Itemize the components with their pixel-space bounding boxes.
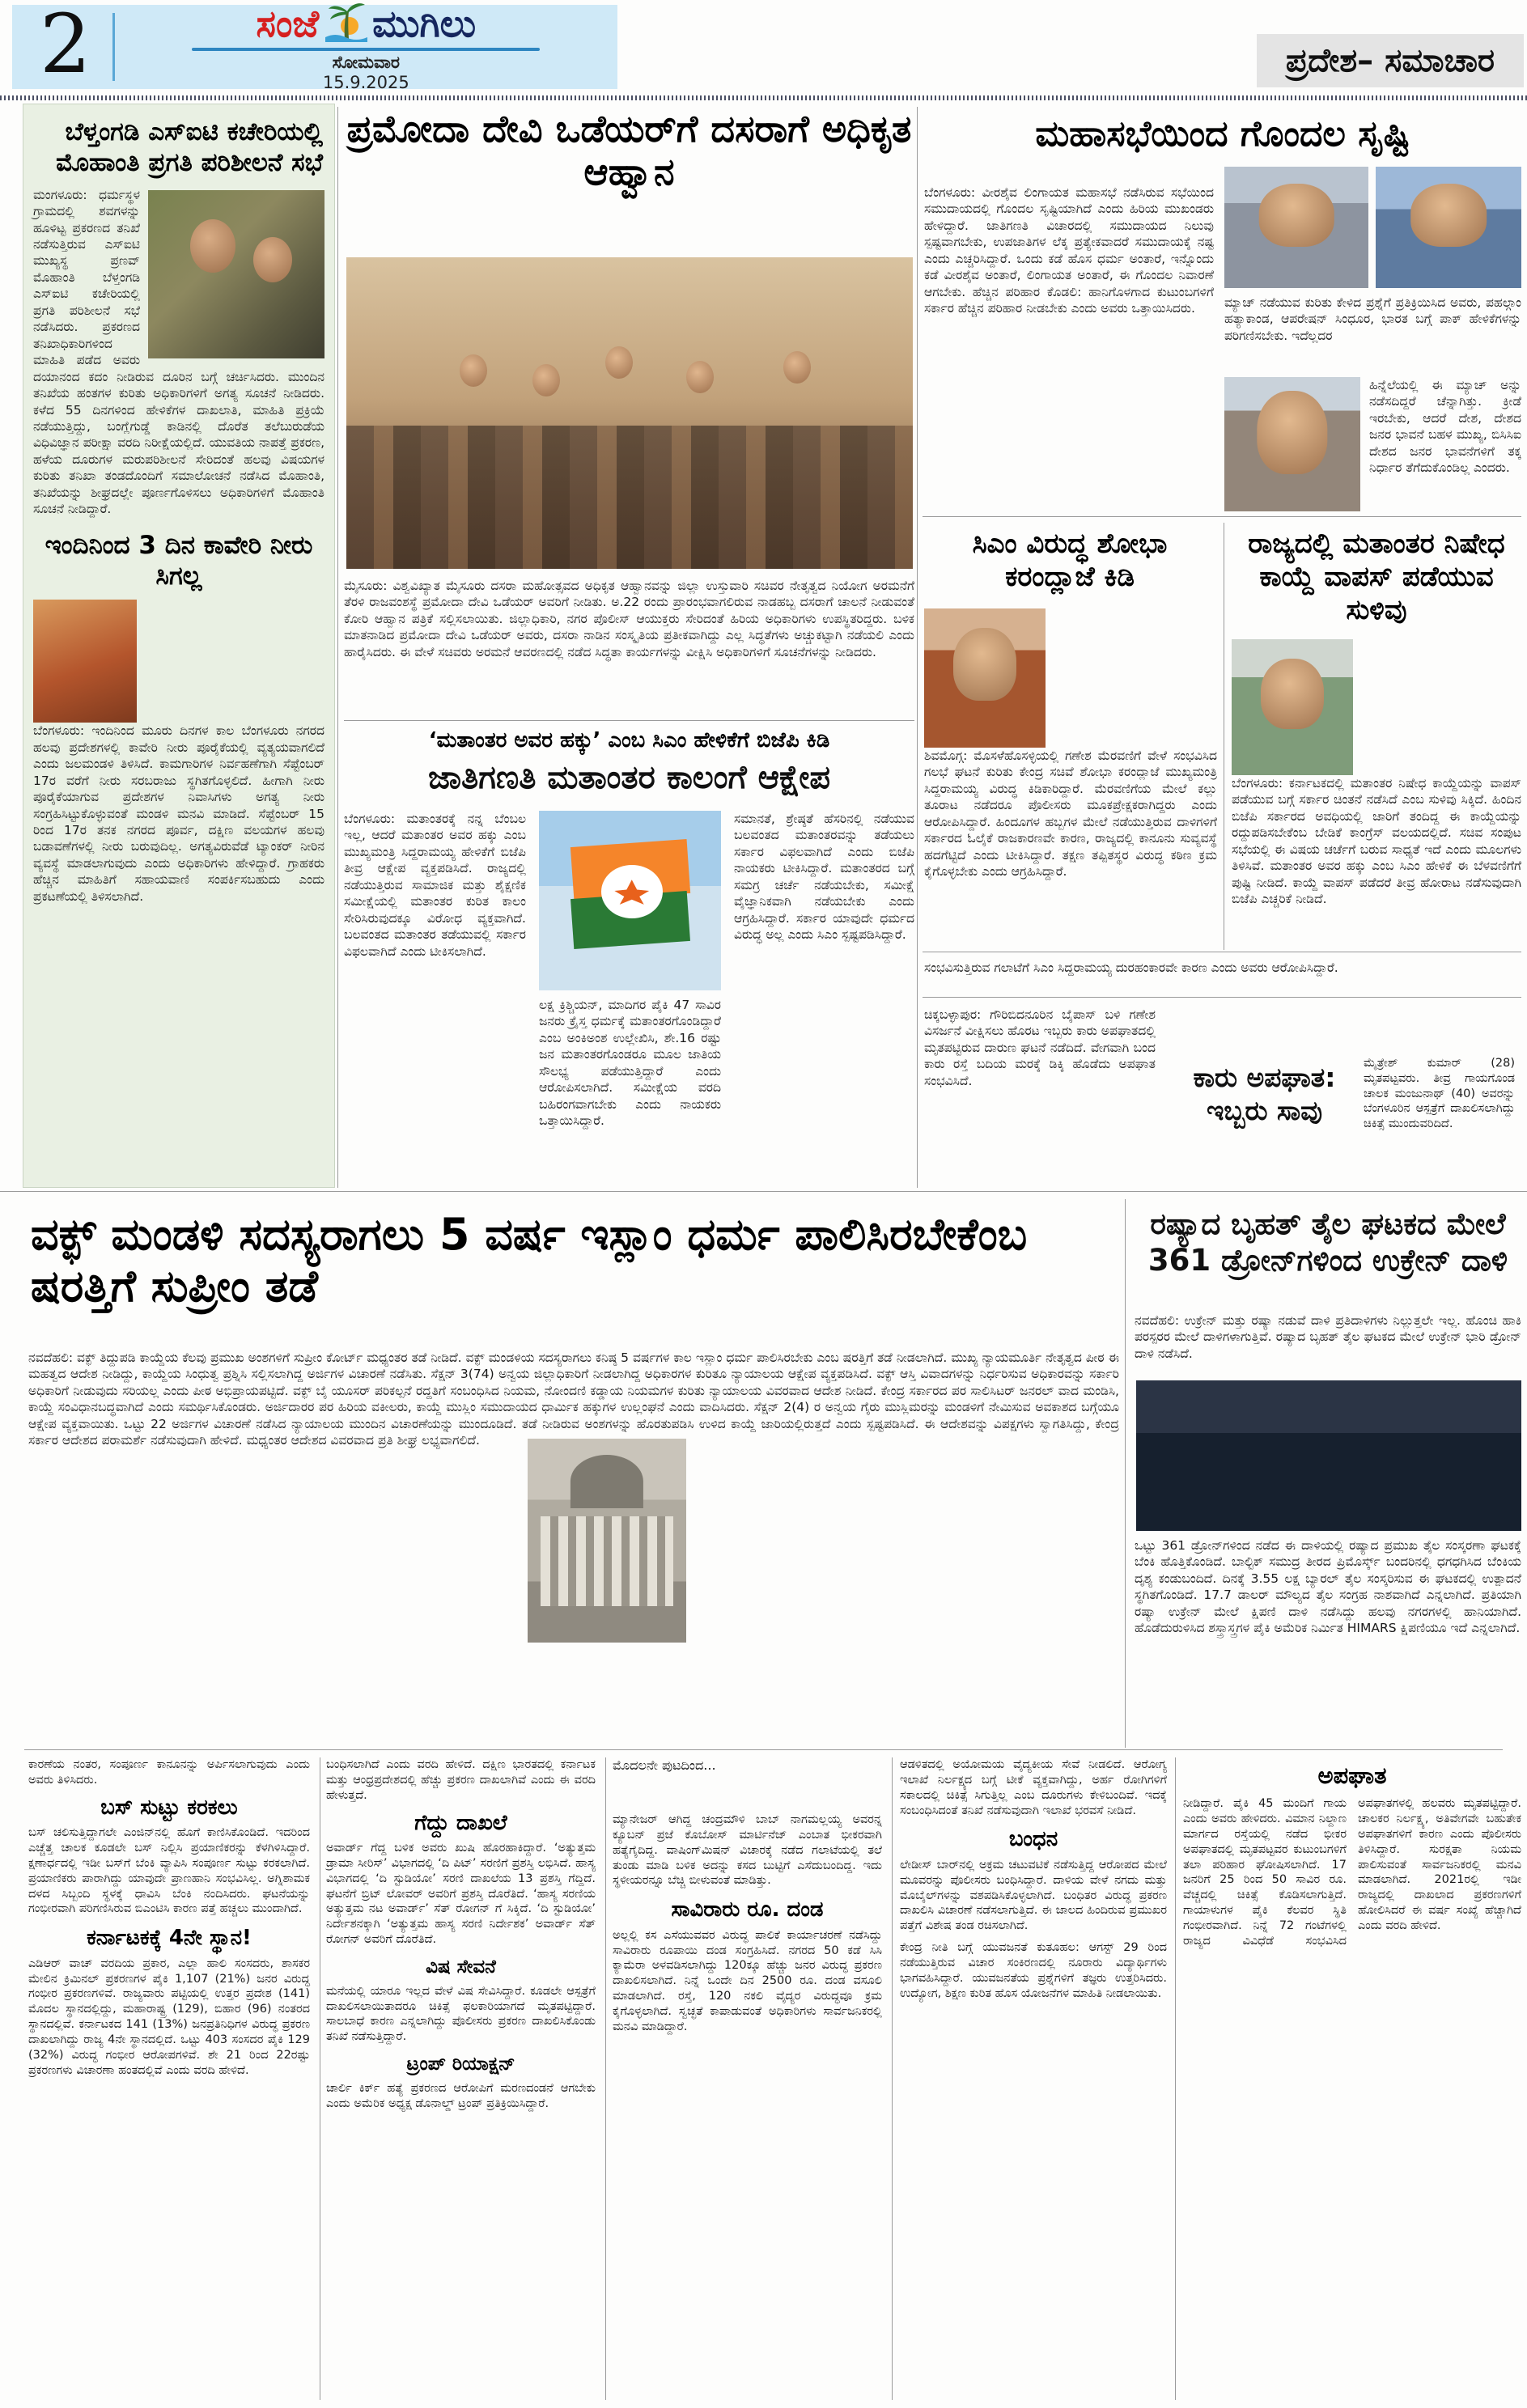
mahasabha-body-left: ಬೆಂಗಳೂರು: ವೀರಶೈವ ಲಿಂಗಾಯತ ಮಹಾಸಭೆ ನಡೆಸಿರುವ ಸಭೆಯಿಂದ ಸಮುದಾಯದಲ್ಲಿ ಗೊಂದಲ ಸೃಷ್ಟಿಯಾಗಿದೆ ಎಂದು ಹಿರಿಯ ಮುಖಂಡರು ಹೇಳಿದ್ದಾರೆ. ಜಾತಿಗಣತಿ ವಿಚಾರದಲ್ಲಿ ಸಮುದಾಯದ ನಿಲುವು ಸ್ಪಷ್ಟವಾಗಬೇಕು, ಉಪಜಾತಿಗಳ ಲೆಕ್ಕ ಪ್ರತ್ಯೇಕವಾದರೆ ಸಮುದಾಯಕ್ಕೆ ನಷ್ಟ ಎಂದು ಎಚ್ಚರಿಸಿದ್ದಾರೆ. ಒಂದು ಕಡೆ ಹೊಸ ಧರ್ಮ ಅಂತಾರೆ, ಇನ್ನೊಂದು ಕಡೆ ವೀರಶೈವ ಅಂತಾರೆ, ಲಿಂಗಾಯತ ಅಂತಾರೆ, ಈ ಗೊಂದಲ ನಿವಾರಣೆ ಆಗಬೇಕು. ಹೆಚ್ಚಿನ ಪರಿಹಾರ ಕೊಡಲಿ: ಹಾನಿಗೊಳಗಾದ ಕುಟುಂಬಗಳಿಗೆ ಸರ್ಕಾರ ಹೆಚ್ಚಿನ ಪರಿಹಾರ ನೀಡಬೇಕು ಎಂದು ಅವರು ಒತ್ತಾಯಿಸಿದರು.	[924, 185, 1214, 316]
section-rule	[24, 1749, 1503, 1750]
poison-body: ಮನೆಯಲ್ಲಿ ಯಾರೂ ಇಲ್ಲದ ವೇಳೆ ವಿಷ ಸೇವಿಸಿದ್ದಾರೆ. ಕೂಡಲೇ ಆಸ್ಪತ್ರೆಗೆ ದಾಖಲಿಸಲಾಯಿತಾದರೂ ಚಿಕಿತ್ಸೆ ಫಲಕಾರಿಯಾಗದೆ ಮೃತಪಟ್ಟಿದ್ದಾರೆ. ಸಾಲಬಾಧೆ ಕಾರಣ ಎನ್ನಲಾಗಿದ್ದು ಪೊಲೀಸರು ಪ್ರಕರಣ ದಾಖಲಿಸಿಕೊಂಡು ತನಿಖೆ ನಡೆಸುತ್ತಿದ್ದಾರೆ.	[326, 1984, 596, 2044]
shobha-headline: ಸಿಎಂ ವಿರುದ್ಧ ಶೋಭಾ ಕರಂದ್ಲಾಜೆ ಕಿಡಿ	[972, 528, 1168, 593]
conversion-kicker: ‘ಮತಾಂತರ ಅವರ ಹಕ್ಕು’ ಎಂಬ ಸಿಎಂ ಹೇಳಿಕೆಗೆ ಬಿಜೆಪಿ ಕಿಡಿ	[428, 728, 830, 752]
mahasabha-bold-lead: ಹೆಚ್ಚಿನ ಪರಿಹಾರ ಕೊಡಲಿ:	[972, 284, 1082, 299]
car-accident-box	[1165, 1003, 1523, 1185]
russia-headline: ರಷ್ಯಾದ ಬೃಹತ್ ತೈಲ ಘಟಕದ ಮೇಲೆ 361 ಡ್ರೋನ್‌ಗಳಿಂದ ಉಕ್ರೇನ್ ದಾಳಿ	[1147, 1206, 1508, 1278]
palm-tree-sun-icon	[322, 2, 369, 47]
bottom-col-1	[28, 1757, 310, 2079]
mahasabha-body-right: ಹಿನ್ನೆಲೆಯಲ್ಲಿ ಈ ಮ್ಯಾಚ್ ಅನ್ನು ನಡೆಸದಿದ್ದರೆ ಚೆನ್ನಾಗಿತ್ತು. ಕ್ರೀಡೆ ಇರಬೇಕು, ಆದರೆ ದೇಶ, ದೇಶದ ಜನರ ಭಾವನೆ ಬಹಳ ಮುಖ್ಯ, ಬಿಸಿಸಿಐ ದೇಶದ ಜನರ ಭಾವನೆಗಳಿಗೆ ತಕ್ಕ ನಿರ್ಧಾರ ತೆಗೆದುಕೊಂಡಿಲ್ಲ ಎಂದರು.	[1369, 378, 1521, 476]
arrest-body: ಲೇಡೀಸ್ ಬಾರ್‌ನಲ್ಲಿ ಅಕ್ರಮ ಚಟುವಟಿಕೆ ನಡೆಸುತ್ತಿದ್ದ ಆರೋಪದ ಮೇಲೆ ಮೂವರನ್ನು ಪೊಲೀಸರು ಬಂಧಿಸಿದ್ದಾರೆ. ದಾಳಿಯ ವೇಳೆ ನಗದು ಮತ್ತು ಮೊಬೈಲ್‌ಗಳನ್ನು ವಶಪಡಿಸಿಕೊಳ್ಳಲಾಗಿದೆ. ಬಂಧಿತರ ವಿರುದ್ಧ ಪ್ರಕರಣ ದಾಖಲಿಸಿ ವಿಚಾರಣೆ ನಡೆಸಲಾಗುತ್ತಿದೆ. ಈ ಜಾಲದ ಹಿಂದಿರುವ ಪ್ರಮುಖರ ಪತ್ತೆಗೆ ವಿಶೇಷ ತಂಡ ರಚಿಸಲಾಗಿದೆ.	[900, 1858, 1167, 1933]
car-accident-heading: ಕಾರು ಅಪಘಾತ: ಇಬ್ಬರು ಸಾವು	[1193, 1061, 1336, 1126]
arrest-heading: ಬಂಧನ	[1008, 1827, 1058, 1852]
sit-body: ಮಂಗಳೂರು: ಧರ್ಮಸ್ಥಳ ಗ್ರಾಮದಲ್ಲಿ ಶವಗಳನ್ನು ಹೂಳಿಟ್ಟ ಪ್ರಕರಣದ ತನಿಖೆ ನಡೆಸುತ್ತಿರುವ ಎಸ್‌ಐಟಿ ಮುಖ್ಯಸ್ಥ ಪ್ರಣವ್ ಮೊಹಾಂತಿ ಬೆಳ್ತಂಗಡಿ ಎಸ್‌ಐಟಿ ಕಚೇರಿಯಲ್ಲಿ ಪ್ರಗತಿ ಪರಿಶೀಲನೆ ಸಭೆ ನಡೆಸಿದರು. ಪ್ರಕರಣದ ತನಿಖಾಧಿಕಾರಿಗಳಿಂದ ಮಾಹಿತಿ ಪಡೆದ ಅವರು ದಯಾನಂದ ಕದಂ ನೀಡಿರುವ ದೂರಿನ ಬಗ್ಗೆ ಚರ್ಚಿಸಿದರು. ಮುಂದಿನ ತನಿಖೆಯ ಹಂತಗಳ ಕುರಿತು ಅಧಿಕಾರಿಗಳಿಗೆ ಅಗತ್ಯ ಸೂಚನೆ ನೀಡಿದರು. ಕಳೆದ 55 ದಿನಗಳಿಂದ ಹೇಳಿಕೆಗಳ ದಾಖಲಾತಿ, ಮಾಹಿತಿ ಪ್ರಕ್ರಿಯೆ ನಡೆಯುತ್ತಿದ್ದು, ಬಂಗ್ಲೆಗುಡ್ಡೆ ಕಾಡಿನಲ್ಲಿ ದೊರೆತ ತಲೆಬುರುಡೆಯ ವಿಧಿವಿಜ್ಞಾನ ಪರೀಕ್ಷಾ ವರದಿ ನಿರೀಕ್ಷೆಯಲ್ಲಿದೆ. ಯುವತಿಯ ನಾಪತ್ತೆ ಪ್ರಕರಣ, ಹಳೆಯ ದೂರುಗಳ ಮರುಪರಿಶೀಲನೆ ಸೇರಿದಂತೆ ಹಲವು ವಿಷಯಗಳ ಕುರಿತು ತನಿಖಾ ತಂಡದೊಂದಿಗೆ ಸಮಾಲೋಚನೆ ನಡೆಸಿದ ಮೊಹಾಂತಿ, ತನಿಖೆಯನ್ನು ಶೀಘ್ರದಲ್ಲೇ ಪೂರ್ಣಗೊಳಿಸಲು ಅಧಿಕಾರಿಗಳಿಗೆ ಮೊಹಾಂತಿ ಸೂಚನೆ ನೀಡಿದ್ದಾರೆ.	[33, 187, 324, 517]
conversion-body-col3: ಸಮಾನತೆ, ಶ್ರೇಷ್ಠತೆ ಹೆಸರಿನಲ್ಲಿ ನಡೆಯುವ ಬಲವಂತದ ಮತಾಂತರವನ್ನು ತಡೆಯಲು ಸರ್ಕಾರ ವಿಫಲವಾಗಿದೆ ಎಂದು ಬಿಜೆಪಿ ನಾಯಕರು ಟೀಕಿಸಿದ್ದಾರೆ. ಮತಾಂತರದ ಬಗ್ಗೆ ಸಮಗ್ರ ಚರ್ಚೆ ನಡೆಯಬೇಕು, ಸಮೀಕ್ಷೆ ವೈಜ್ಞಾನಿಕವಾಗಿ ನಡೆಯಬೇಕು ಎಂದು ಆಗ್ರಹಿಸಿದ್ದಾರೆ. ಸರ್ಕಾರ ಯಾವುದೇ ಧರ್ಮದ ವಿರುದ್ಧ ಅಲ್ಲ ಎಂದು ಸಿಎಂ ಸ್ಪಷ್ಟಪಡಿಸಿದ್ದಾರೆ.	[734, 812, 914, 943]
article-rule	[344, 720, 914, 721]
page-number: 2	[40, 0, 91, 91]
dasara-body: ಮೈಸೂರು: ವಿಶ್ವವಿಖ್ಯಾತ ಮೈಸೂರು ದಸರಾ ಮಹೋತ್ಸವದ ಅಧಿಕೃತ ಆಹ್ವಾನವನ್ನು ಜಿಲ್ಲಾ ಉಸ್ತುವಾರಿ ಸಚಿವರ ನೇತೃತ್ವದ ನಿಯೋಗ ಅರಮನೆಗೆ ತೆರಳಿ ರಾಜವಂಶಸ್ಥೆ ಪ್ರಮೋದಾ ದೇವಿ ಒಡೆಯರ್ ಅವರಿಗೆ ನೀಡಿತು. ಅ.22 ರಂದು ಪ್ರಾರಂಭವಾಗಲಿರುವ ನಾಡಹಬ್ಬ ದಸರಾಗೆ ಚಾಲನೆ ನೀಡುವಂತೆ ಕೋರಿ ಆಹ್ವಾನ ಪತ್ರಿಕೆ ಸಲ್ಲಿಸಲಾಯಿತು. ಜಿಲ್ಲಾಧಿಕಾರಿ, ನಗರ ಪೊಲೀಸ್ ಆಯುಕ್ತರು ಸೇರಿದಂತೆ ಹಿರಿಯ ಅಧಿಕಾರಿಗಳು ಉಪಸ್ಥಿತರಿದ್ದರು. ಬಳಿಕ ಮಾತನಾಡಿದ ಪ್ರಮೋದಾ ದೇವಿ ಒಡೆಯರ್ ಅವರು, ದಸರಾ ನಾಡಿನ ಸಂಸ್ಕೃತಿಯ ಪ್ರತೀಕವಾಗಿದ್ದು ಎಲ್ಲ ಸಿದ್ಧತೆಗಳು ಅಚ್ಚುಕಟ್ಟಾಗಿ ನಡೆಯಲಿ ಎಂದು ಹಾರೈಸಿದರು. ಈ ವೇಳೆ ಸಚಿವರು ಅರಮನೆ ಆವರಣದಲ್ಲಿ ನಡೆದ ಸಿದ್ಧತಾ ಕಾರ್ಯಗಳನ್ನು ವೀಕ್ಷಿಸಿ ಅಧಿಕಾರಿಗಳಿಗೆ ಸೂಚನೆಗಳನ್ನು ನೀಡಿದರು.	[344, 579, 914, 659]
column-rule	[1175, 1757, 1176, 2400]
section-header-label: ಪ್ರದೇಶ– ಸಮಾಚಾರ	[1285, 42, 1495, 79]
police-officer-photo	[148, 190, 324, 358]
supreme-court-photo	[528, 1439, 686, 1643]
shobha-body: ಶಿವಮೊಗ್ಗ: ಮೊಸಳೆಹೊಸಳ್ಳಿಯಲ್ಲಿ ಗಣೇಶ ಮೆರವಣಿಗೆ ವೇಳೆ ಸಂಭವಿಸಿದ ಗಲಭೆ ಘಟನೆ ಕುರಿತು ಕೇಂದ್ರ ಸಚಿವೆ ಶೋಭಾ ಕರಂದ್ಲಾಜೆ ಮುಖ್ಯಮಂತ್ರಿ ಸಿದ್ದರಾಮಯ್ಯ ವಿರುದ್ಧ ಕಿಡಿಕಾರಿದ್ದಾರೆ. ಮೆರವಣಿಗೆಯ ಮೇಲೆ ಕಲ್ಲು ತೂರಾಟ ನಡೆದರೂ ಪೊಲೀಸರು ಮೂಕಪ್ರೇಕ್ಷಕರಾಗಿದ್ದರು ಎಂದು ಆರೋಪಿಸಿದ್ದಾರೆ. ಹಿಂದೂಗಳ ಹಬ್ಬಗಳ ಮೇಲೆ ನಡೆಯುತ್ತಿರುವ ದಾಳಿಗಳಿಗೆ ಸರ್ಕಾರದ ಓಲೈಕೆ ರಾಜಕಾರಣವೇ ಕಾರಣ, ರಾಜ್ಯದಲ್ಲಿ ಕಾನೂನು ಸುವ್ಯವಸ್ಥೆ ಹದಗೆಟ್ಟಿದೆ ಎಂದು ಟೀಕಿಸಿದ್ದಾರೆ. ತಕ್ಷಣ ತಪ್ಪಿತಸ್ಥರ ವಿರುದ್ಧ ಕಠಿಣ ಕ್ರಮ ಕೈಗೊಳ್ಳಬೇಕು ಎಂದು ಆಗ್ರಹಿಸಿದ್ದಾರೆ.	[924, 608, 1217, 944]
russia-intro: ನವದೆಹಲಿ: ಉಕ್ರೇನ್ ಮತ್ತು ರಷ್ಯಾ ನಡುವೆ ದಾಳಿ ಪ್ರತಿದಾಳಿಗಳು ನಿಲ್ಲುತ್ತಲೇ ಇಲ್ಲ. ಹೊಂಚಿ ಹಾಕಿ ಪರಸ್ಪರರ ಮೇಲೆ ದಾಳಿಗಳಾಗುತ್ತಿವೆ. ರಷ್ಯಾದ ಬೃಹತ್ ತೈಲ ಘಟಕದ ಮೇಲೆ ಉಕ್ರೇನ್ ಭಾರಿ ಡ್ರೋನ್ ದಾಳಿ ನಡೆಸಿದೆ.	[1135, 1313, 1521, 1361]
from-front-page-banner: ಮೊದಲನೇ ಪುಟದಿಂದ...	[613, 1757, 716, 1773]
bus-fire-heading: ಬಸ್ ಸುಟ್ಟು ಕರಕಲು	[100, 1795, 238, 1820]
section-header	[1257, 34, 1524, 87]
c4-more: ಕೇಂದ್ರ ನೀತಿ ಬಗ್ಗೆ ಯುವಜನತೆ ಕುತೂಹಲ: ಆಗಸ್ಟ್ 29 ರಿಂದ ನಡೆಯುತ್ತಿರುವ ವಿಚಾರ ಸಂಕಿರಣದಲ್ಲಿ ನೂರಾರು ವಿದ್ಯಾರ್ಥಿಗಳು ಭಾಗವಹಿಸಿದ್ದಾರೆ. ಯುವಜನತೆಯ ಪ್ರಶ್ನೆಗಳಿಗೆ ತಜ್ಞರು ಉತ್ತರಿಸಿದರು. ಉದ್ಯೋಗ, ಶಿಕ್ಷಣ ಕುರಿತ ಹೊಸ ಯೋಜನೆಗಳ ಮಾಹಿತಿ ನೀಡಲಾಯಿತು.	[900, 1941, 1167, 2000]
left-column-panel	[23, 104, 335, 1188]
dasara-headline: ಪ್ರಮೋದಾ ದೇವಿ ಒಡೆಯರ್‌ಗೆ ದಸರಾಗೆ ಅಧಿಕೃತ ಆಹ್ವಾನ	[346, 107, 912, 194]
accident-body: ನೀಡಿದ್ದಾರೆ. ಪೈಕಿ 45 ಮಂದಿಗೆ ಗಾಯ ಎಂದು ಅವರು ಹೇಳಿದರು. ವಿಮಾನ ನಿಲ್ದಾಣ ಮಾರ್ಗದ ರಸ್ತೆಯಲ್ಲಿ ನಡೆದ ಭೀಕರ ಅಪಘಾತದಲ್ಲಿ ಮೃತಪಟ್ಟವರ ಕುಟುಂಬಗಳಿಗೆ ತಲಾ ಪರಿಹಾರ ಘೋಷಿಸಲಾಗಿದೆ. 17 ಜನರಿಗೆ 25 ರಿಂದ 50 ಸಾವಿರ ರೂ. ವೆಚ್ಚದಲ್ಲಿ ಚಿಕಿತ್ಸೆ ಕೊಡಿಸಲಾಗುತ್ತಿದೆ. ಗಾಯಾಳುಗಳ ಪೈಕಿ ಕೆಲವರ ಸ್ಥಿತಿ ಗಂಭೀರವಾಗಿದೆ. ನಿನ್ನೆ 72 ಗಂಟೆಗಳಲ್ಲಿ ರಾಜ್ಯದ ವಿವಿಧೆಡೆ ಸಂಭವಿಸಿದ ಅಪಘಾತಗಳಲ್ಲಿ ಹಲವರು ಮೃತಪಟ್ಟಿದ್ದಾರೆ. ಚಾಲಕರ ನಿರ್ಲಕ್ಷ್ಯ, ಅತಿವೇಗವೇ ಬಹುತೇಕ ಅಪಘಾತಗಳಿಗೆ ಕಾರಣ ಎಂದು ಪೊಲೀಸರು ತಿಳಿಸಿದ್ದಾರೆ. ಸುರಕ್ಷತಾ ನಿಯಮ ಪಾಲಿಸುವಂತೆ ಸಾರ್ವಜನಿಕರಲ್ಲಿ ಮನವಿ ಮಾಡಲಾಗಿದೆ. 2021ರಲ್ಲಿ ಇಡೀ ರಾಜ್ಯದಲ್ಲಿ ದಾಖಲಾದ ಪ್ರಕರಣಗಳಿಗೆ ಹೋಲಿಸಿದರೆ ಈ ವರ್ಷ ಸಂಖ್ಯೆ ಹೆಚ್ಚಾಗಿದೆ ಎಂದು ವರದಿ ಹೇಳಿದೆ.	[1183, 1797, 1521, 1948]
conversion-body-col2-text: ಲಕ್ಷ ಕ್ರಿಶ್ಚಿಯನ್, ಮಾದಿಗರ ಪೈಕಿ 47 ಸಾವಿರ ಜನರು ಕ್ರೈಸ್ತ ಧರ್ಮಕ್ಕೆ ಮತಾಂತರಗೊಂಡಿದ್ದಾರೆ ಎಂಬ ಅಂಕಿಅಂಶ ಉಲ್ಲೇಖಿಸಿ, ಶೇ.16 ರಷ್ಟು ಜನ ಮತಾಂತರಗೊಂಡರೂ ಮೂಲ ಜಾತಿಯ ಸೌಲಭ್ಯ ಪಡೆಯುತ್ತಿದ್ದಾರೆ ಎಂದು ಆರೋಪಿಸಲಾಗಿದೆ. ಸಮೀಕ್ಷೆಯ ವರದಿ ಬಹಿರಂಗವಾಗಬೇಕು ಎಂದು ನಾಯಕರು ಒತ್ತಾಯಿಸಿದ್ದಾರೆ.	[539, 998, 721, 1129]
ban-act-body: ಬೆಂಗಳೂರು: ಕರ್ನಾಟಕದಲ್ಲಿ ಮತಾಂತರ ನಿಷೇಧ ಕಾಯ್ದೆಯನ್ನು ವಾಪಸ್ ಪಡೆಯುವ ಬಗ್ಗೆ ಸರ್ಕಾರ ಚಿಂತನೆ ನಡೆಸಿದೆ ಎಂಬ ಸುಳಿವು ಸಿಕ್ಕಿದೆ. ಹಿಂದಿನ ಬಿಜೆಪಿ ಸರ್ಕಾರದ ಅವಧಿಯಲ್ಲಿ ಜಾರಿಗೆ ತಂದಿದ್ದ ಈ ಕಾಯ್ದೆಯನ್ನು ರದ್ದುಪಡಿಸಬೇಕೆಂಬ ಬೇಡಿಕೆ ಕಾಂಗ್ರೆಸ್ ವಲಯದಲ್ಲಿದೆ. ಸಚಿವ ಸಂಪುಟ ಸಭೆಯಲ್ಲಿ ಈ ವಿಷಯ ಚರ್ಚೆಗೆ ಬರುವ ಸಾಧ್ಯತೆ ಇದೆ ಎಂದು ಮೂಲಗಳು ತಿಳಿಸಿವೆ. ಮತಾಂತರ ಅವರ ಹಕ್ಕು ಎಂಬ ಸಿಎಂ ಹೇಳಿಕೆ ಈ ಬೆಳವಣಿಗೆಗೆ ಪುಷ್ಟಿ ನೀಡಿದೆ. ಕಾಯ್ದೆ ವಾಪಸ್ ಪಡೆದರೆ ತೀವ್ರ ಹೋರಾಟ ನಡೆಸುವುದಾಗಿ ಬಿಜೆಪಿ ಎಚ್ಚರಿಕೆ ನೀಡಿದೆ.	[1232, 639, 1521, 945]
logo-text-red: ಸಂಜೆ	[256, 2, 320, 45]
poison-heading: ವಿಷ ಸೇವನೆ	[426, 1956, 496, 1978]
award-record-body: ಅವಾರ್ಡ್ ಗೆದ್ದ ಬಳಿಕ ಅವರು ಖುಷಿ ಹೊರಹಾಕಿದ್ದಾರೆ. ‘ಅತ್ಯುತ್ತಮ ಡ್ರಾಮಾ ಸೀರಿಸ್’ ವಿಭಾಗದಲ್ಲಿ ‘ದಿ ಪಿಟ್’ ಸರಣಿಗೆ ಪ್ರಶಸ್ತಿ ಲಭಿಸಿದೆ. ಹಾಸ್ಯ ವಿಭಾಗದಲ್ಲಿ ‘ದಿ ಸ್ಟುಡಿಯೋ’ ಸರಣಿ ದಾಖಲೆಯ 13 ಪ್ರಶಸ್ತಿ ಗೆದ್ದಿದೆ. ಘಟನೆಗೆ ಬ್ರಿಟ್ ಲೋವರ್ ಅವರಿಗೆ ಪ್ರಶಸ್ತಿ ದೊರೆತಿದೆ. ‘ಹಾಸ್ಯ ಸರಣಿಯ ಅತ್ಯುತ್ತಮ ನಟ ಅವಾರ್ಡ್’ ಸೆತ್ ರೋಗನ್ ಗೆ ಸಿಕ್ಕಿದೆ. ‘ದಿ ಸ್ಟುಡಿಯೋ’ ನಿರ್ದೇಶನಕ್ಕಾಗಿ ‘ಅತ್ಯುತ್ತಮ ಹಾಸ್ಯ ಸರಣಿ ನಿರ್ದೇಶಕ’ ಅವಾರ್ಡ್ ಸೆತ್ ರೋಗನ್ ಅವರಿಗೆ ದೊರೆತಿದೆ.	[326, 1842, 596, 1947]
column-rule	[337, 107, 338, 1188]
masthead-rule	[0, 95, 1527, 100]
oil-refinery-fire-photo	[1136, 1380, 1521, 1531]
masthead	[12, 0, 617, 92]
trump-body: ಚಾರ್ಲಿ ಕಿರ್ಕ್ ಹತ್ಯೆ ಪ್ರಕರಣದ ಆರೋಪಿಗೆ ಮರಣದಂಡನೆ ಆಗಬೇಕು ಎಂದು ಅಮೆರಿಕ ಅಧ್ಯಕ್ಷ ಡೊನಾಲ್ಡ್ ಟ್ರಂಪ್ ಪ್ರತಿಕ್ರಿಯಿಸಿದ್ದಾರೆ.	[326, 2081, 596, 2110]
waqf-headline: ವಕ್ಫ್ ಮಂಡಳಿ ಸದಸ್ಯರಾಗಲು 5 ವರ್ಷ ಇಸ್ಲಾಂ ಧರ್ಮ ಪಾಲಿಸಿರಬೇಕೆಂಬ ಷರತ್ತಿಗೆ ಸುಪ್ರೀಂ ತಡೆ	[31, 1209, 1028, 1312]
mahasabha-body-mid: ಮ್ಯಾಚ್ ನಡೆಯುವ ಕುರಿತು ಕೇಳಿದ ಪ್ರಶ್ನೆಗೆ ಪ್ರತಿಕ್ರಿಯಿಸಿದ ಅವರು, ಪಹಲ್ಗಾಂ ಹತ್ಯಾಕಾಂಡ, ಆಪರೇಷನ್ ಸಿಂಧೂರ, ಭಾರತ ಬಗ್ಗೆ ಪಾಕ್ ಹೇಳಿಕೆಗಳನ್ನು ಪರಿಗಣಿಸಬೇಕು. ಇದೆಲ್ಲದರ	[1224, 295, 1521, 343]
shobha-portrait-photo	[924, 608, 1046, 748]
c2-pre-text: ಬಂಧಿಸಲಾಗಿದೆ ಎಂದು ವರದಿ ಹೇಳಿದೆ. ದಕ್ಷಿಣ ಭಾರತದಲ್ಲಿ ಕರ್ನಾಟಕ ಮತ್ತು ಆಂಧ್ರಪ್ರದೇಶದಲ್ಲಿ ಹೆಚ್ಚು ಪ್ರಕರಣ ದಾಖಲಾಗಿವೆ ಎಂದು ಈ ವರದಿ ಹೇಳುತ್ತದೆ.	[326, 1758, 596, 1802]
award-record-heading: ಗೆದ್ದು ದಾಖಲೆ	[414, 1810, 507, 1835]
official-portrait-photo	[1376, 167, 1521, 288]
cauvery-body: ಬೆಂಗಳೂರು: ಇಂದಿನಿಂದ ಮೂರು ದಿನಗಳ ಕಾಲ ಬೆಂಗಳೂರು ನಗರದ ಹಲವು ಪ್ರದೇಶಗಳಲ್ಲಿ ಕಾವೇರಿ ನೀರು ಪೂರೈಕೆಯಲ್ಲಿ ವ್ಯತ್ಯಯವಾಗಲಿದೆ ಎಂದು ಜಲಮಂಡಳಿ ತಿಳಿಸಿದೆ. ಕಾಮಗಾರಿಗಳ ನಿರ್ವಹಣೆಗಾಗಿ ಸೆಪ್ಟೆಂಬರ್ 17ರ ವರೆಗೆ ನೀರು ಸರಬರಾಜು ಸ್ಥಗಿತಗೊಳ್ಳಲಿದೆ. ಹೀಗಾಗಿ ನೀರು ಪೂರೈಕೆಯಾಗುವ ಪ್ರದೇಶಗಳ ನಿವಾಸಿಗಳು ಅಗತ್ಯ ನೀರು ಸಂಗ್ರಹಿಸಿಟ್ಟುಕೊಳ್ಳುವಂತೆ ಮಂಡಳಿ ಮನವಿ ಮಾಡಿದೆ. ಸೆಪ್ಟೆಂಬರ್ 15 ರಿಂದ 17ರ ತನಕ ನಗರದ ಪೂರ್ವ, ದಕ್ಷಿಣ ವಲಯಗಳ ಹಲವು ಬಡಾವಣೆಗಳಲ್ಲಿ ನೀರು ಬರುವುದಿಲ್ಲ. ಅಗತ್ಯವಿರುವೆಡೆ ಟ್ಯಾಂಕರ್ ನೀರಿನ ವ್ಯವಸ್ಥೆ ಮಾಡಲಾಗುವುದು ಎಂದು ಅಧಿಕಾರಿಗಳು ಹೇಳಿದ್ದಾರೆ. ಗ್ರಾಹಕರು ಹೆಚ್ಚಿನ ಮಾಹಿತಿಗೆ ಸಹಾಯವಾಣಿ ಸಂಪರ್ಕಿಸಬಹುದು ಎಂದು ಪ್ರಕಟಣೆಯಲ್ಲಿ ತಿಳಿಸಲಾಗಿದೆ.	[33, 600, 324, 905]
conversion-body-col1: ಬೆಂಗಳೂರು: ಮತಾಂತರಕ್ಕೆ ನನ್ನ ಬೆಂಬಲ ಇಲ್ಲ, ಆದರೆ ಮತಾಂತರ ಅವರ ಹಕ್ಕು ಎಂಬ ಮುಖ್ಯಮಂತ್ರಿ ಸಿದ್ದರಾಮಯ್ಯ ಹೇಳಿಕೆಗೆ ಬಿಜೆಪಿ ತೀವ್ರ ಆಕ್ಷೇಪ ವ್ಯಕ್ತಪಡಿಸಿದೆ. ರಾಜ್ಯದಲ್ಲಿ ನಡೆಯುತ್ತಿರುವ ಸಾಮಾಜಿಕ ಮತ್ತು ಶೈಕ್ಷಣಿಕ ಸಮೀಕ್ಷೆಯಲ್ಲಿ ಮತಾಂತರ ಕುರಿತ ಕಾಲಂ ಸೇರಿಸಿರುವುದಕ್ಕೂ ವಿರೋಧ ವ್ಯಕ್ತವಾಗಿದೆ. ಬಲವಂತದ ಮತಾಂತರ ತಡೆಯುವಲ್ಲಿ ಸರ್ಕಾರ ವಿಫಲವಾಗಿದೆ ಎಂದು ಟೀಕಿಸಲಾಗಿದೆ.	[344, 812, 526, 959]
c4-pre-text: ಆಡಳಿತದಲ್ಲಿ ಅಯೋಮಯ ವೈದ್ಯಕೀಯ ಸೇವೆ ನೀಡಲಿದೆ. ಆರೋಗ್ಯ ಇಲಾಖೆ ನಿರ್ಲಕ್ಷ್ಯದ ಬಗ್ಗೆ ಟೀಕೆ ವ್ಯಕ್ತವಾಗಿದ್ದು, ಅರ್ಹ ರೋಗಿಗಳಿಗೆ ಸಕಾಲದಲ್ಲಿ ಚಿಕಿತ್ಸೆ ಸಿಗುತ್ತಿಲ್ಲ ಎಂಬ ದೂರುಗಳು ಕೇಳಿಬಂದಿವೆ. ಇದಕ್ಕೆ ಸಂಬಂಧಿಸಿದಂತೆ ತನಿಖೆ ನಡೆಸುವುದಾಗಿ ಇಲಾಖೆ ಭರವಸೆ ನೀಡಿದೆ.	[900, 1758, 1167, 1817]
cauvery-headline: ಇಂದಿನಿಂದ 3 ದಿನ ಕಾವೇರಿ ನೀರು ಸಿಗಲ್ಲ	[45, 530, 313, 591]
russia-body: ಒಟ್ಟು 361 ಡ್ರೋನ್‌ಗಳಿಂದ ನಡೆದ ಈ ದಾಳಿಯಲ್ಲಿ ರಷ್ಯಾದ ಪ್ರಮುಖ ತೈಲ ಸಂಸ್ಕರಣಾ ಘಟಕಕ್ಕೆ ಬೆಂಕಿ ಹೊತ್ತಿಕೊಂಡಿದೆ. ಬಾಲ್ಟಿಕ್ ಸಮುದ್ರ ತೀರದ ಪ್ರಿಮೊರ್ಸ್ಕ್ ಬಂದರಿನಲ್ಲಿ ಧಗಧಗಿಸಿದ ಬೆಂಕಿಯ ದೃಶ್ಯ ಕಂಡುಬಂದಿದೆ. ದಿನಕ್ಕೆ 3.55 ಲಕ್ಷ ಬ್ಯಾರಲ್ ತೈಲ ಸಂಸ್ಕರಿಸುವ ಈ ಘಟಕದಲ್ಲಿ ಉತ್ಪಾದನೆ ಸ್ಥಗಿತಗೊಂಡಿದೆ. 17.7 ಡಾಲರ್ ಮೌಲ್ಯದ ತೈಲ ಸಂಗ್ರಹ ನಾಶವಾಗಿದೆ ಎನ್ನಲಾಗಿದೆ. ಪ್ರತಿಯಾಗಿ ರಷ್ಯಾ ಉಕ್ರೇನ್ ಮೇಲೆ ಕ್ಷಿಪಣಿ ದಾಳಿ ನಡೆಸಿದ್ದು ಹಲವು ನಗರಗಳಲ್ಲಿ ಹಾನಿಯಾಗಿದೆ. ಹೊಡೆದುರುಳಿಸಿದ ಶಸ್ತ್ರಾಸ್ತ್ರಗಳ ಪೈಕಿ ಅಮೆರಿಕ ನಿರ್ಮಿತ HIMARS ಕ್ಷಿಪಣಿಯೂ ಇದೆ ಎನ್ನಲಾಗಿದೆ.	[1135, 1538, 1521, 1636]
logo-text-dark: ಮುಗಿಲು	[372, 2, 477, 45]
c1-pre-text: ಕಾರಣೆಯ ನಂತರ, ಸಂಪೂರ್ಣ ಕಾನೂನನ್ನು ಅರ್ಪಿಸಲಾಗುವುದು ಎಂದು ಅವರು ತಿಳಿಸಿದರು.	[28, 1758, 310, 1787]
fine-body: ಅಲ್ಲಲ್ಲಿ ಕಸ ಎಸೆಯುವವರ ವಿರುದ್ಧ ಪಾಲಿಕೆ ಕಾರ್ಯಾಚರಣೆ ನಡೆಸಿದ್ದು ಸಾವಿರಾರು ರೂಪಾಯಿ ದಂಡ ಸಂಗ್ರಹಿಸಿದೆ. ನಗರದ 50 ಕಡೆ ಸಿಸಿ ಕ್ಯಾಮೆರಾ ಅಳವಡಿಸಲಾಗಿದ್ದು 120ಕ್ಕೂ ಹೆಚ್ಚು ಜನರ ವಿರುದ್ಧ ಪ್ರಕರಣ ದಾಖಲಿಸಲಾಗಿದೆ. ನಿನ್ನೆ ಒಂದೇ ದಿನ 2500 ರೂ. ದಂಡ ವಸೂಲಿ ಮಾಡಲಾಗಿದೆ. ರಸ್ತೆ, 120 ನಕಲಿ ವೈದ್ಯರ ವಿರುದ್ಧವೂ ಕ್ರಮ ಕೈಗೊಳ್ಳಲಾಗಿದೆ. ಸ್ವಚ್ಛತೆ ಕಾಪಾಡುವಂತೆ ಅಧಿಕಾರಿಗಳು ಸಾರ್ವಜನಿಕರಲ್ಲಿ ಮನವಿ ಮಾಡಿದ್ದಾರೆ.	[613, 1928, 882, 2033]
c4-bold-lead: ಕೇಂದ್ರ ನೀತಿ ಬಗ್ಗೆ ಯುವಜನತೆ ಕುತೂಹಲ:	[900, 1941, 1080, 1955]
masthead-date: 15.9.2025	[322, 73, 409, 92]
column-rule	[605, 1757, 606, 2400]
dasara-invitation-photo	[346, 257, 913, 569]
conversion-body-col2	[539, 811, 721, 1185]
from-front-page-body: ಮ್ಯಾನೇಜರ್ ಆಗಿದ್ದ ಚಂದ್ರಮೌಳಿ ಬಾಬ್ ನಾಗಮಲ್ಲಯ್ಯ ಅವರನ್ನ ಕ್ಯೂಬನ್ ಪ್ರಜೆ ಕೊಬೋಸ್ ಮಾರ್ಟಿನೆಜ್ ಎಂಬಾತ ಭೀಕರವಾಗಿ ಹತ್ಯೆಗೈದಿದ್ದ. ವಾಷಿಂಗ್‌ಮಿಷನ್ ವಿಚಾರಕ್ಕೆ ನಡೆದ ಗಲಾಟೆಯಲ್ಲಿ ತಲೆ ತುಂಡು ಮಾಡಿ ಬಳಿಕ ಅದನ್ನು ಕಸದ ಬುಟ್ಟಿಗೆ ಎಸೆದುಬಂದಿದ್ದ. ಇದು ಸ್ಥಳೀಯರನ್ನೂ ಬೆಚ್ಚಿ ಬೀಳುವಂತೆ ಮಾಡಿತ್ತು.	[613, 1813, 882, 1888]
column-rule	[917, 107, 918, 1188]
sit-headline: ಬೆಳ್ತಂಗಡಿ ಎಸ್‌ಐಟಿ ಕಚೇರಿಯಲ್ಲಿ ಮೊಹಾಂತಿ ಪ್ರಗತಿ ಪರಿಶೀಲನೆ ಸಭೆ	[56, 117, 323, 177]
trump-heading: ಟ್ರಂಪ್ ರಿಯಾಕ್ಷನ್	[406, 2054, 515, 2075]
accident-heading: ಅಪಘಾತ	[1317, 1761, 1387, 1789]
speaker-portrait-photo	[1224, 377, 1360, 511]
mahasabha-headline: ಮಹಾಸಭೆಯಿಂದ ಗೊಂದಲ ಸೃಷ್ಟಿ	[1035, 113, 1410, 155]
newspaper-logo	[115, 2, 617, 92]
logo-underline	[192, 48, 540, 51]
article-rule	[923, 997, 1521, 998]
masthead-day: ಸೋಮವಾರ	[332, 53, 401, 72]
water-pots-photo	[33, 600, 137, 723]
karnataka-rank-heading: ಕರ್ನಾಟಕಕ್ಕೆ 4ನೇ ಸ್ಥಾನ!	[87, 1926, 252, 1951]
article-rule	[923, 516, 1521, 517]
leader-portrait-photo	[1224, 167, 1368, 288]
chikkaballapura-body: ಚಿಕ್ಕಬಳ್ಳಾಪುರ: ಗೌರಿಬಿದನೂರಿನ ಬೈಪಾಸ್ ಬಳಿ ಗಣೇಶ ವಿಸರ್ಜನೆ ವೀಕ್ಷಿಸಲು ಹೊರಟ ಇಬ್ಬರು ಕಾರು ಅಪಘಾತದಲ್ಲಿ ಮೃತಪಟ್ಟಿರುವ ದಾರುಣ ಘಟನೆ ನಡೆದಿದೆ. ವೇಗವಾಗಿ ಬಂದ ಕಾರು ರಸ್ತೆ ಬದಿಯ ಮರಕ್ಕೆ ಡಿಕ್ಕಿ ಹೊಡೆದು ಅಪಘಾತ ಸಂಭವಿಸಿದೆ.	[924, 1007, 1156, 1088]
car-accident-side-text: ಮೈತ್ರೇಶ್ ಕುಮಾರ್ (28) ಮೃತಪಟ್ಟವರು. ತೀವ್ರ ಗಾಯಗೊಂಡ ಚಾಲಕ ಮಂಜುನಾಥ್ (40) ಅವರನ್ನು ಬೆಂಗಳೂರಿನ ಆಸ್ಪತ್ರೆಗೆ ದಾಖಲಿಸಲಾಗಿದ್ದು ಚಿಕಿತ್ಸೆ ಮುಂದುವರಿದಿದೆ.	[1364, 1056, 1515, 1131]
section-rule	[0, 1191, 1527, 1192]
conversion-headline: ಜಾತಿಗಣತಿ ಮತಾಂತರ ಕಾಲಂಗೆ ಆಕ್ಷೇಪ	[428, 759, 830, 796]
column-rule	[1125, 1199, 1126, 1748]
waqf-body: ನವದೆಹಲಿ: ವಕ್ಫ್ ತಿದ್ದುಪಡಿ ಕಾಯ್ದೆಯ ಕೆಲವು ಪ್ರಮುಖ ಅಂಶಗಳಿಗೆ ಸುಪ್ರೀಂ ಕೋರ್ಟ್ ಮಧ್ಯಂತರ ತಡೆ ನೀಡಿದೆ. ವಕ್ಫ್ ಮಂಡಳಿಯ ಸದಸ್ಯರಾಗಲು ಕನಿಷ್ಠ 5 ವರ್ಷಗಳ ಕಾಲ ಇಸ್ಲಾಂ ಧರ್ಮ ಪಾಲಿಸಿರಬೇಕು ಎಂಬ ಷರತ್ತಿಗೆ ತಡೆ ನೀಡಲಾಗಿದೆ. ಮುಖ್ಯ ನ್ಯಾಯಮೂರ್ತಿ ನೇತೃತ್ವದ ಪೀಠ ಈ ಮಹತ್ವದ ಆದೇಶ ನೀಡಿದ್ದು, ಕಾಯ್ದೆಯ ಸಿಂಧುತ್ವ ಪ್ರಶ್ನಿಸಿ ಸಲ್ಲಿಸಲಾಗಿದ್ದ ಅರ್ಜಿಗಳ ವಿಚಾರಣೆ ನಡೆಸಿತು. ಸೆಕ್ಷನ್ 3(74) ಅನ್ವಯ ಜಿಲ್ಲಾಧಿಕಾರಿಗೆ ನೀಡಲಾಗಿದ್ದ ಅಧಿಕಾರಗಳ ಕುರಿತೂ ನ್ಯಾಯಾಲಯ ಆಕ್ಷೇಪ ವ್ಯಕ್ತಪಡಿಸಿದೆ. ವಕ್ಫ್ ಆಸ್ತಿ ವಿವಾದಗಳನ್ನು ನಿರ್ಧರಿಸುವ ಅಧಿಕಾರವನ್ನು ಸರ್ಕಾರಿ ಅಧಿಕಾರಿಗೆ ನೀಡುವುದು ಸರಿಯಲ್ಲ ಎಂದು ಪೀಠ ಅಭಿಪ್ರಾಯಪಟ್ಟಿದೆ. ವಕ್ಫ್ ಬೈ ಯೂಸರ್ ಪರಿಕಲ್ಪನೆ ರದ್ದತಿಗೆ ಸಂಬಂಧಿಸಿದ ನಿಯಮ, ನೋಂದಣಿ ಕಡ್ಡಾಯ ನಿಯಮಗಳ ಕುರಿತು ನ್ಯಾಯಾಲಯ ವಿವರವಾದ ಆದೇಶ ನೀಡಿದೆ. ಕೇಂದ್ರ ಸರ್ಕಾರದ ಪರ ಸಾಲಿಸಿಟರ್ ಜನರಲ್ ವಾದ ಮಂಡಿಸಿ, ಕಾಯ್ದೆ ಸಂವಿಧಾನಬದ್ಧವಾಗಿದೆ ಎಂದು ಸಮರ್ಥಿಸಿಕೊಂಡರು. ಅರ್ಜಿದಾರರ ಪರ ಹಿರಿಯ ವಕೀಲರು, ಕಾಯ್ದೆ ಮುಸ್ಲಿಂ ಸಮುದಾಯದ ಧಾರ್ಮಿಕ ಹಕ್ಕುಗಳ ಉಲ್ಲಂಘನೆ ಎಂದು ವಾದಿಸಿದರು. ಸೆಕ್ಷನ್ 2(4) ರ ಅನ್ವಯ ಗೈರು ಮುಸ್ಲಿಮರನ್ನು ಮಂಡಳಿಗೆ ನೇಮಿಸುವ ಅವಕಾಶದ ಬಗ್ಗೆಯೂ ಆಕ್ಷೇಪ ವ್ಯಕ್ತವಾಯಿತು. ಒಟ್ಟು 22 ಅರ್ಜಿಗಳ ವಿಚಾರಣೆ ನಡೆಸಿದ ನ್ಯಾಯಾಲಯ ಮುಂದಿನ ವಿಚಾರಣೆಯನ್ನು ಮುಂದೂಡಿದೆ. ತಡೆ ನೀಡಿರುವ ಅಂಶಗಳನ್ನು ಹೊರತುಪಡಿಸಿ ಉಳಿದ ಕಾಯ್ದೆ ಜಾರಿಯಲ್ಲಿರುತ್ತದೆ ಎಂದು ಸ್ಪಷ್ಟಪಡಿಸಿದೆ. ಈ ಆದೇಶವನ್ನು ವಿಪಕ್ಷಗಳು ಸ್ವಾಗತಿಸಿದ್ದು, ಕೇಂದ್ರ ಸರ್ಕಾರ ಆದೇಶದ ಪರಾಮರ್ಶೆ ನಡೆಸುವುದಾಗಿ ಹೇಳಿದೆ. ಮಧ್ಯಂತರ ಆದೇಶದ ವಿವರವಾದ ಪ್ರತಿ ಶೀಘ್ರ ಲಭ್ಯವಾಗಲಿದೆ.	[28, 1350, 1119, 1448]
column-rule	[892, 1757, 893, 2400]
bottom-col-4	[900, 1757, 1167, 2001]
conversion-body-columns	[344, 811, 914, 1185]
karnataka-rank-body: ಎಡಿಆರ್ ವಾಚ್ ವರದಿಯ ಪ್ರಕಾರ, ಎಲ್ಲಾ ಹಾಲಿ ಸಂಸದರು, ಶಾಸಕರ ಮೇಲಿನ ಕ್ರಿಮಿನಲ್ ಪ್ರಕರಣಗಳ ಪೈಕಿ 1,107 (21%) ಜನರ ವಿರುದ್ಧ ಗಂಭೀರ ಪ್ರಕರಣಗಳಿವೆ. ರಾಜ್ಯವಾರು ಪಟ್ಟಿಯಲ್ಲಿ ಉತ್ತರ ಪ್ರದೇಶ (141) ಮೊದಲ ಸ್ಥಾನದಲ್ಲಿದ್ದು, ಮಹಾರಾಷ್ಟ್ರ (129), ಬಿಹಾರ (96) ನಂತರದ ಸ್ಥಾನದಲ್ಲಿವೆ. ಕರ್ನಾಟಕದ 141 (13%) ಜನಪ್ರತಿನಿಧಿಗಳ ವಿರುದ್ಧ ಪ್ರಕರಣ ದಾಖಲಾಗಿದ್ದು ರಾಜ್ಯ 4ನೇ ಸ್ಥಾನದಲ್ಲಿದೆ. ಒಟ್ಟು 403 ಸಂಸದರ ಪೈಕಿ 129 (32%) ವಿರುದ್ಧ ಗಂಭೀರ ಆರೋಪಗಳಿವೆ. ಶೇ 21 ರಿಂದ 22ರಷ್ಟು ಪ್ರಕರಣಗಳು ವಿಚಾರಣಾ ಹಂತದಲ್ಲಿವೆ ಎಂದು ವರದಿ ಹೇಳಿದೆ.	[28, 1956, 310, 2077]
ban-act-headline: ರಾಜ್ಯದಲ್ಲಿ ಮತಾಂತರ ನಿಷೇಧ ಕಾಯ್ದೆ ವಾಪಸ್ ಪಡೆಯುವ ಸುಳಿವು	[1248, 528, 1505, 626]
bjp-flag-photo	[539, 811, 721, 990]
bottom-col-5	[1183, 1757, 1521, 1949]
lower-right-lead: ಸಂಭವಿಸುತ್ತಿರುವ ಗಲಾಟೆಗೆ ಸಿಎಂ ಸಿದ್ದರಾಮಯ್ಯ ದುರಹಂಕಾರವೇ ಕಾರಣ ಎಂದು ಅವರು ಆರೋಪಿಸಿದ್ದಾರೆ.	[924, 960, 1338, 975]
cm-portrait-photo	[1232, 639, 1353, 775]
bottom-col-3	[613, 1757, 882, 2035]
bottom-col-2	[326, 1757, 596, 2112]
fine-heading: ಸಾವಿರಾರು ರೂ. ದಂಡ	[671, 1897, 824, 1923]
bus-fire-body: ಬಸ್ ಚಲಿಸುತ್ತಿದ್ದಾಗಲೇ ಎಂಜಿನ್‌ನಲ್ಲಿ ಹೊಗೆ ಕಾಣಿಸಿಕೊಂಡಿದೆ. ಇದರಿಂದ ಎಚ್ಚೆತ್ತ ಚಾಲಕ ಕೂಡಲೇ ಬಸ್ ನಿಲ್ಲಿಸಿ ಪ್ರಯಾಣಿಕರನ್ನು ಕೆಳಗಿಳಿಸಿದ್ದಾರೆ. ಕ್ಷಣಾರ್ಧದಲ್ಲಿ ಇಡೀ ಬಸ್‌ಗೆ ಬೆಂಕಿ ವ್ಯಾಪಿಸಿ ಸಂಪೂರ್ಣ ಸುಟ್ಟು ಕರಕಲಾಗಿದೆ. ಪ್ರಯಾಣಿಕರು ಪಾರಾಗಿದ್ದು ಯಾವುದೇ ಪ್ರಾಣಹಾನಿ ಸಂಭವಿಸಿಲ್ಲ. ಅಗ್ನಿಶಾಮಕ ದಳದ ಸಿಬ್ಬಂದಿ ಸ್ಥಳಕ್ಕೆ ಧಾವಿಸಿ ಬೆಂಕಿ ನಂದಿಸಿದರು. ಘಟನೆಯನ್ನು ಗಂಭೀರವಾಗಿ ಪರಿಗಣಿಸಿರುವ ಬಿಎಂಟಿಸಿ ಕಾರಣ ಪತ್ತೆ ಹಚ್ಚಲು ಮುಂದಾಗಿದೆ.	[28, 1826, 310, 1916]
